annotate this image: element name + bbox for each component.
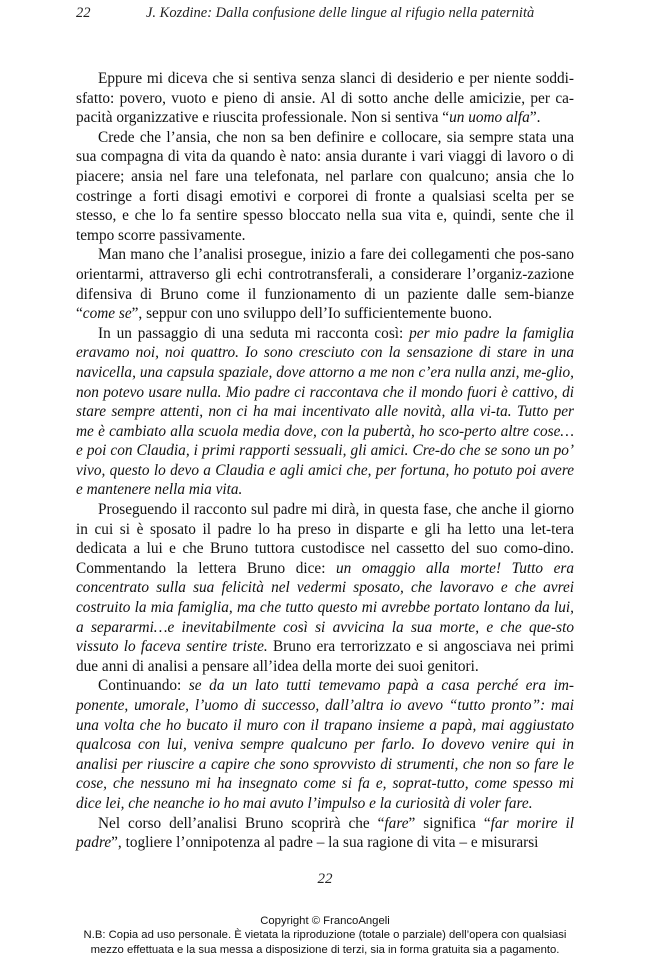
copyright-line: mezzo effettuata e la sua messa a disposizione di terzi, sia in forma gratuita sia a pagamento. bbox=[90, 943, 560, 956]
text-run: In un passaggio di una seduta mi racconta così: bbox=[98, 324, 410, 342]
text-run: ” significa “ bbox=[408, 814, 491, 832]
text-run: Man mano che l’analisi prosegue, inizio a fare dei collegamenti che pos-sano orientarmi, attraverso gli echi controtransferali, a considerare l’organiz-zazione difensiva di Bruno come il funzionamento di un paziente dalle sem-bianze “ bbox=[76, 246, 574, 323]
text-run: Proseguendo il racconto sul padre mi dirà, in questa fase, che anche il giorno in cui si è sposato il padre lo ha preso in disparte e gli ha letto una let-tera dedicata a lui e che Bruno tuttora custodisce nel cassetto del suo como-dino. Commentando la lettera Bruno dice: bbox=[76, 501, 574, 577]
copyright-notice bbox=[0, 914, 650, 957]
copyright-line: N.B: Copia ad uso personale. È vietata la riproduzione (totale o parziale) dell’opera con qualsiasi bbox=[83, 929, 567, 942]
copyright-line: Copyright © FrancoAngeli bbox=[260, 915, 390, 927]
paragraph bbox=[76, 814, 574, 853]
paragraph bbox=[76, 128, 574, 246]
text-run: Crede che l’ansia, che non sa ben definire e collocare, sia sempre stata una sua compagna di vita da quando è nato: ansia durante i vari viaggi di lavoro o di piacere; ansia nel fare una telefonata, nel parlare con qualcuno; ansia che lo costringe a forti disagi emotivi e corporei di fronte a qualsiasi scelta per se stesso, e che lo fa sentire spesso bloccato nella sua vita e, quindi, sente che il tempo scorre passivamente. bbox=[76, 128, 574, 244]
body-text bbox=[76, 69, 574, 853]
text-run: ”, togliere l’onnipotenza al padre – la sua ragione di vita – e misurarsi bbox=[111, 834, 539, 852]
italic-run: se da un lato tutti temevamo papà a casa perché era im-ponente, umorale, l’uomo di successo, dall’altra io avevo “tutto pronto”: mai una volta che ho bucato il muro con il trapano insieme a papà, mai aggiustato qualcosa con lui, veniva sempre qualcuno per farlo. Io dovevo venire qui in analisi per riuscire a capire che sono sprovvisto di strumenti, che non so fare le cose, che nessuno mi ha insegnato come si fa e, soprat-tutto, come spesso mi dice lei, che neanche io ho mai avuto l’impulso e la curiosità di voler fare. bbox=[76, 677, 574, 812]
paragraph bbox=[76, 500, 574, 676]
text-run: Nel corso dell’analisi Bruno scoprirà che “ bbox=[98, 814, 385, 832]
italic-run: per mio padre la famiglia eravamo noi, noi quattro. Io sono cresciuto con la sensazione di stare in una navicella, una capsula spaziale, dove attorno a me non c’era nulla anzi, me-glio, non potevo usare nulla. Mio padre ci raccontava che il mondo fuori è cattivo, di stare sempre attenti, non ci ha mai incentivato alle novità, alla vi-ta. Tutto per me è cambiato alla scuola media dove, con la pubertà, ho sco-perto altre cose…e poi con Claudia, i primi rapporti sessuali, gli amici. Cre-do che se sono un po’ vivo, questo lo devo a Claudia e agli amici che, per fortuna, ho potuto poi avere e mantenere nella mia vita. bbox=[76, 324, 575, 499]
italic-run: un uomo alfa bbox=[449, 109, 530, 127]
italic-run: un omaggio alla morte! Tutto era concentrato sulla sua felicità nel vedermi sposato, che lavoravo e che avrei costruito la mia famiglia, ma che tutto questo mi avrebbe portato lontano da lui, a separarmi…e inevitabilmente così si avvicina la sua morte, e che que-sto vissuto lo faceva sentire triste. bbox=[76, 559, 574, 656]
italic-run: fare bbox=[384, 814, 409, 832]
paragraph bbox=[76, 69, 574, 128]
paragraph bbox=[76, 245, 574, 323]
paragraph bbox=[76, 324, 574, 500]
text-run: ”. bbox=[529, 109, 541, 127]
page-folio: 22 bbox=[317, 871, 333, 887]
text-run: Eppure mi diceva che si sentiva senza slanci di desiderio e per niente soddi-sfatto: povero, vuoto e pieno di ansie. Al di sotto anche delle amicizie, per ca-pacità organizzative e riuscita professionale. Non si sentiva “ bbox=[76, 70, 574, 127]
italic-run: far morire il padre bbox=[76, 814, 575, 852]
text-run: Continuando: bbox=[98, 677, 189, 695]
paragraph bbox=[76, 676, 574, 813]
italic-run: come se bbox=[82, 305, 132, 323]
text-run: Bruno era terrorizzato e si angosciava nei primi due anni di analisi a pensare all’idea della morte dei suoi genitori. bbox=[76, 638, 574, 675]
header-page-number: 22 bbox=[76, 5, 91, 21]
running-title: J. Kozdine: Dalla confusione delle lingue al rifugio nella paternità bbox=[146, 5, 535, 21]
text-run: ”, seppur con uno sviluppo dell’Io sufficientemente buono. bbox=[131, 305, 493, 323]
